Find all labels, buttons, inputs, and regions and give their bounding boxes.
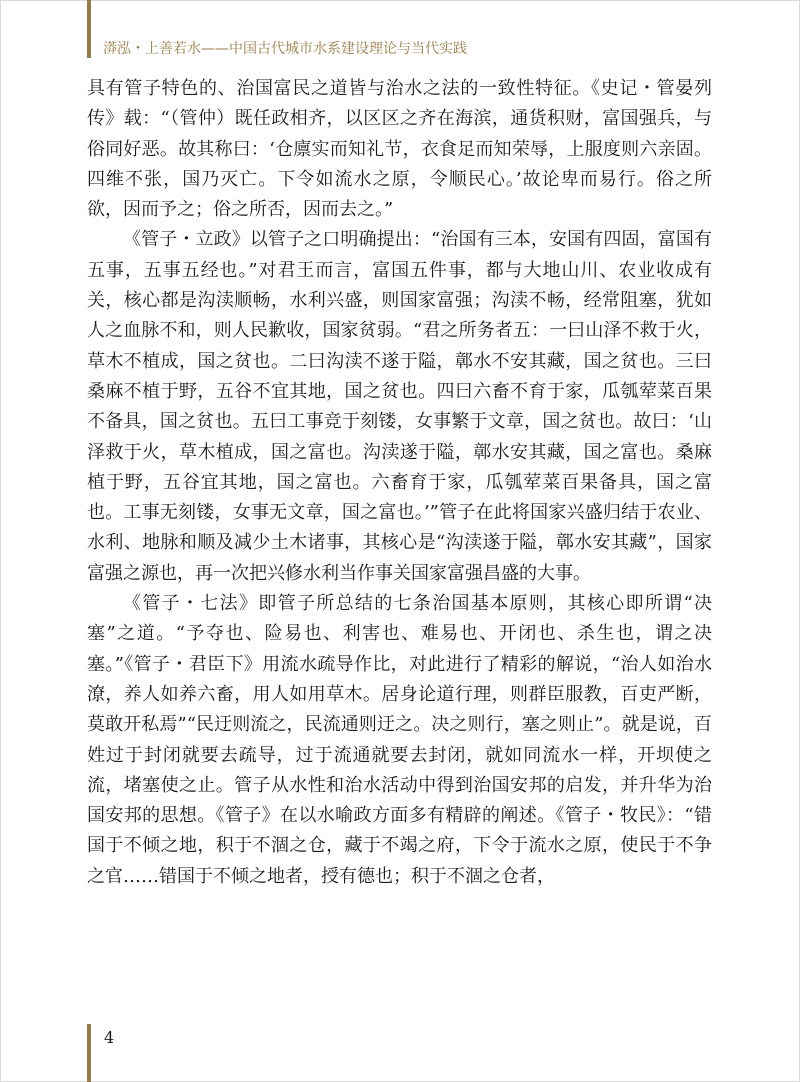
paragraph-3: 《管子・七法》即管子所总结的七条治国基本原则，其核心即所谓“决塞”之道。“予夺也、险易也、利害也、难易也、开闭也、杀生也，谓之决塞。”《管子・君臣下》用流水疏导作比，对此进行了精彩的解说，“治人如治水潦，养人如养六畜，用人如用草木。居身论道行理，则群臣服教，百吏严断，莫敢开私焉”“民迂则流之，民流通则迂之。决之则行，塞之则止”。就是说，百姓过于封闭就要去疏导，过于流通就要去封闭，就如同流水一样，开坝使之流，堵塞使之止。管子从水性和治水活动中得到治国安邦的启发，并升华为治国安邦的思想。《管子》在以水喻政方面多有精辟的阐述。《管子・牧民》：“错国于不倾之地，积于不涸之仓，藏于不竭之府，下令于流水之原，使民于不争之官……错国于不倾之地者，授有德也；积于不涸之仓者， bbox=[87, 593, 712, 887]
paragraph-1: 具有管子特色的、治国富民之道皆与治水之法的一致性特征。《史记・管晏列传》载：“（管仲）既任政相齐，以区区之齐在海滨，通货积财，富国强兵，与俗同好恶。故其称曰：‘仓廪实而知礼节，衣食足而知荣辱，上服度则六亲固。四维不张，国乃灭亡。下令如流水之原，令顺民心。’故论卑而易行。俗之所欲，因而予之；俗之所否，因而去之。” bbox=[87, 78, 712, 221]
running-header: 漭泓・上善若水——中国古代城市水系建设理论与当代实践 bbox=[103, 41, 467, 57]
body-text bbox=[87, 74, 712, 892]
paragraph-2: 《管子・立政》以管子之口明确提出：“治国有三本，安国有四固，富国有五事，五事五经也。”对君王而言，富国五件事，都与大地山川、农业收成有关，核心都是沟渎顺畅，水利兴盛，则国家富强；沟渎不畅，经常阻塞，犹如人之血脉不和，则人民歉收，国家贫弱。“君之所务者五：一曰山泽不救于火，草木不植成，国之贫也。二曰沟渎不遂于隘，鄣水不安其藏，国之贫也。三曰桑麻不植于野，五谷不宜其地，国之贫也。四曰六畜不育于家，瓜瓠荤菜百果不备具，国之贫也。五曰工事竞于刻镂，女事繁于文章，国之贫也。故曰：‘山泽救于火，草木植成，国之富也。沟渎遂于隘，鄣水安其藏，国之富也。桑麻植于野，五谷宜其地，国之富也。六畜育于家，瓜瓠荤菜百果备具，国之富也。工事无刻镂，女事无文章，国之富也。’”管子在此将国家兴盛归结于农业、水利、地脉和顺及减少土木诸事，其核心是“沟渎遂于隘，鄣水安其藏”，国家富强之源也，再一次把兴修水利当作事关国家富强昌盛的大事。 bbox=[87, 229, 712, 584]
header-accent-bar bbox=[87, 0, 91, 58]
page-number: 4 bbox=[104, 1028, 115, 1047]
footer-accent-bar bbox=[87, 1024, 91, 1082]
